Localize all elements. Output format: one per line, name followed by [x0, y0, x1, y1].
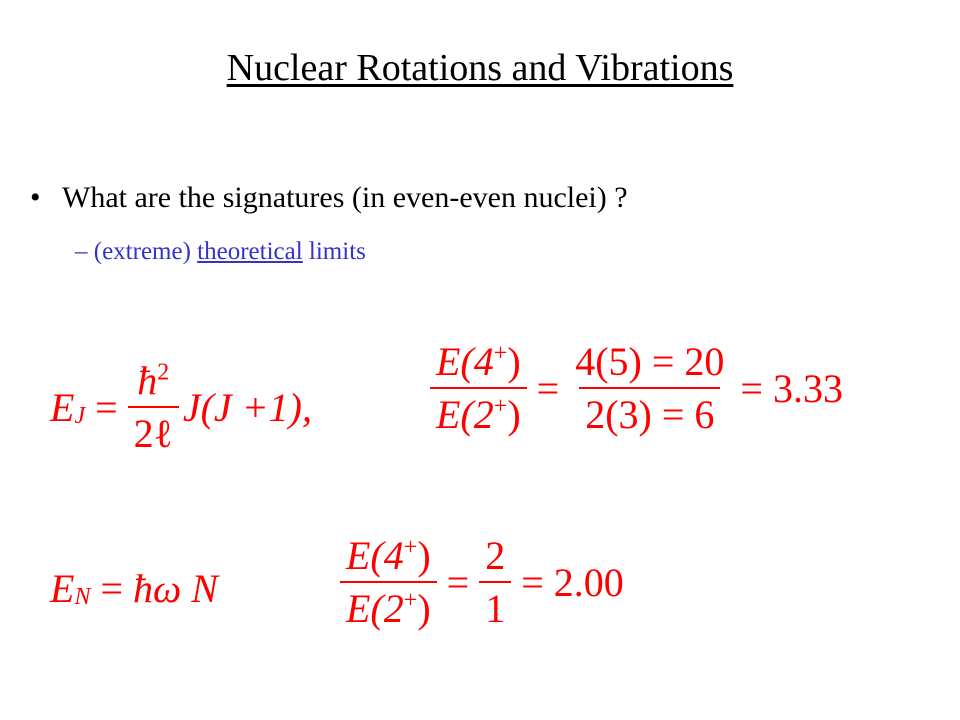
vibrator-ratio-mid-denominator: 1 [479, 581, 511, 632]
bullet-point [30, 181, 628, 215]
bullet-text: What are the signatures (in even-even nuclei) ? [62, 181, 628, 214]
rotor-ratio-equals-1: = [536, 365, 560, 411]
rotor-ratio-equation [430, 338, 843, 438]
rotor-ratio-mid-denominator: 2(3) = 6 [579, 387, 720, 438]
slide-title: Nuclear Rotations and Vibrations [226, 47, 734, 89]
rotor-ratio-equals-2: = [740, 365, 763, 411]
vibrator-ratio-mid-fraction [479, 532, 511, 632]
vibrator-ratio-fraction [340, 532, 437, 632]
rotor-ratio-mid-fraction [569, 338, 730, 438]
vibrator-ratio-equation [340, 532, 624, 632]
rotor-ratio-result: 3.33 [772, 365, 843, 411]
vibrator-rhs: ħω N [133, 566, 218, 611]
rotor-fraction-denominator: 2ℓ [128, 406, 179, 457]
vibrator-equals: = [100, 566, 124, 611]
sub-prefix: (extreme) [93, 238, 191, 265]
bullet-dot: • [30, 181, 41, 214]
rotor-ratio-denominator: E(2+) [430, 387, 527, 438]
rotor-equals: = [95, 384, 118, 430]
vibrator-ratio-equals-2: = [521, 559, 544, 605]
rotor-energy-equation [50, 357, 312, 457]
vibrator-E-subscript: N [74, 584, 91, 610]
sub-bullet [75, 238, 366, 266]
vibrator-ratio-mid-numerator: 2 [485, 533, 506, 578]
rotor-tail: J(J +1), [182, 384, 312, 430]
rotor-ratio-fraction [430, 338, 527, 438]
vibrator-ratio-numerator: E(4+) [346, 533, 431, 578]
sub-dash: – [75, 238, 88, 265]
rotor-fraction [128, 357, 179, 457]
vibrator-ratio-equals-1: = [446, 559, 470, 605]
rotor-ratio-mid-numerator: 4(5) = 20 [575, 339, 725, 384]
sub-suffix: limits [308, 238, 366, 265]
rotor-ratio-numerator: E(4+) [436, 339, 521, 384]
theoretical-link[interactable]: theoretical [197, 238, 303, 265]
vibrator-E: E [50, 566, 75, 611]
rotor-fraction-numerator: $ħ^2$ [137, 358, 170, 403]
vibrator-ratio-denominator: E(2+) [340, 581, 437, 632]
rotor-E-subscript: J [74, 402, 86, 429]
vibrator-ratio-result: 2.00 [553, 559, 624, 605]
vibrator-energy-equation [50, 565, 218, 612]
rotor-E: E [50, 384, 75, 430]
